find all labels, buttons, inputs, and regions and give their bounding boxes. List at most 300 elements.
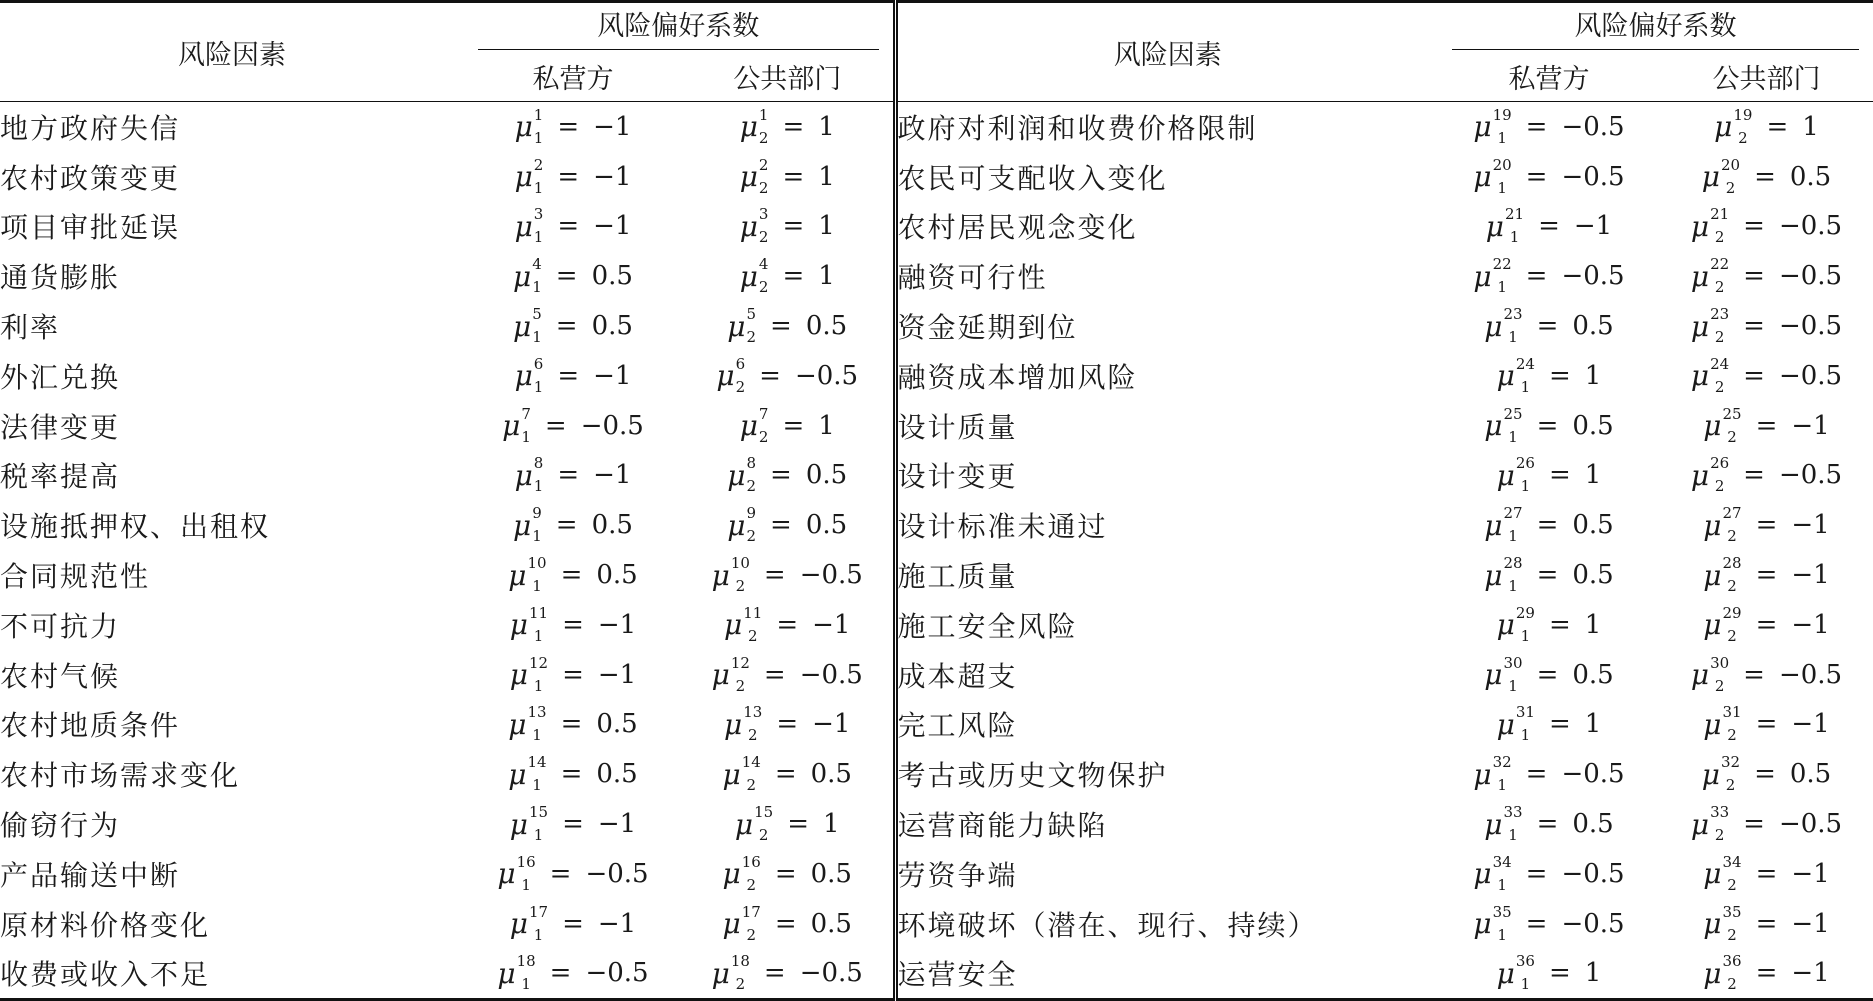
coef-value: −1	[593, 161, 632, 192]
equals-sign: =	[1548, 609, 1571, 640]
coef-scripts	[1720, 155, 1741, 197]
coef-party-subscript: 1	[1497, 925, 1507, 944]
coef-expression	[1703, 603, 1830, 645]
header-preference-label-left: 风险偏好系数	[478, 4, 879, 50]
coef-party-subscript: 1	[1508, 676, 1518, 695]
coef-party-subscript: 1	[532, 278, 542, 297]
coef-private-cell	[464, 251, 682, 301]
risk-factor-cell: 施工质量	[897, 560, 1018, 594]
coef-value: 0.5	[805, 510, 848, 541]
coef-party-subscript: 2	[746, 328, 757, 347]
equals-sign: =	[1548, 958, 1571, 989]
coef-expression	[1703, 954, 1829, 992]
coef-value: −0.5	[799, 958, 863, 989]
coef-index-superscript: 18	[516, 952, 536, 971]
equals-sign: =	[1536, 809, 1559, 840]
table-row	[0, 152, 1873, 202]
coef-value: 0.5	[1572, 659, 1614, 690]
coef-public-cell	[1660, 949, 1873, 1000]
risk-factor-cell: 设施抵押权、出租权	[0, 510, 271, 544]
coef-expression	[514, 155, 632, 197]
coef-private-cell	[464, 849, 682, 899]
mu-symbol: μ	[1484, 309, 1503, 343]
coef-expression	[740, 257, 835, 295]
mu-symbol: μ	[497, 857, 516, 891]
coef-private-cell	[464, 600, 682, 650]
coef-expression	[1690, 354, 1843, 396]
coef-party-subscript: 1	[533, 477, 544, 496]
coef-public-cell	[1660, 550, 1873, 600]
equals-sign: =	[770, 311, 792, 342]
equals-sign: =	[555, 510, 578, 541]
coef-party-subscript: 2	[758, 228, 769, 247]
risk-factor-cell: 成本超支	[897, 659, 1018, 693]
coef-public-cell	[682, 899, 895, 949]
equals-sign: =	[1743, 659, 1765, 690]
risk-factor-cell: 劳资争端	[897, 858, 1018, 892]
coef-expression	[1484, 404, 1614, 446]
equals-sign: =	[1525, 908, 1548, 939]
coef-private-cell	[1438, 550, 1660, 600]
coef-expression	[1473, 257, 1624, 295]
risk-factor-cell: 政府对利润和收费价格限制	[897, 111, 1258, 145]
coef-party-subscript: 1	[1508, 527, 1518, 546]
coef-value: 0.5	[1572, 311, 1614, 342]
coef-scripts	[527, 755, 546, 793]
coef-party-subscript: 2	[1727, 577, 1737, 596]
mu-symbol: μ	[1703, 558, 1722, 592]
coef-index-superscript: 22	[1492, 255, 1512, 274]
coef-party-subscript: 2	[748, 726, 758, 745]
coef-private-cell	[464, 152, 682, 202]
coef-private-cell	[464, 700, 682, 750]
coef-index-superscript: 30	[1503, 653, 1523, 672]
coef-party-subscript: 2	[1725, 776, 1736, 795]
coef-index-superscript: 11	[528, 603, 549, 622]
coef-scripts	[528, 603, 549, 645]
coef-expression	[508, 705, 637, 743]
equals-sign: =	[1525, 759, 1548, 790]
header-private-right: 私营方	[1438, 51, 1660, 102]
coef-value: −0.5	[799, 560, 863, 591]
coef-party-subscript: 2	[1727, 527, 1737, 546]
coef-scripts	[743, 705, 762, 743]
coef-value: −0.5	[580, 410, 644, 441]
coef-index-superscript: 24	[1515, 354, 1535, 373]
coef-value: 0.5	[810, 858, 852, 889]
header-preference-group-right	[1438, 2, 1873, 52]
coef-expression	[712, 954, 863, 992]
coef-expression	[1486, 207, 1612, 245]
coef-value: 1	[818, 161, 835, 192]
mu-symbol: μ	[739, 209, 758, 243]
coef-expression	[514, 354, 632, 396]
coef-expression	[1484, 307, 1613, 345]
mu-symbol: μ	[509, 608, 528, 642]
mu-symbol: μ	[502, 409, 521, 443]
coef-expression	[1703, 404, 1830, 446]
coef-index-superscript: 32	[1492, 753, 1512, 772]
equals-sign: =	[1536, 311, 1559, 342]
coef-party-subscript: 1	[533, 377, 544, 396]
coef-expression	[716, 354, 859, 396]
coef-public-cell	[1660, 849, 1873, 899]
risk-factor-cell: 设计变更	[897, 460, 1018, 494]
coef-scripts	[759, 257, 769, 295]
equals-sign: =	[763, 659, 786, 690]
mu-symbol: μ	[508, 707, 527, 741]
equals-sign: =	[1755, 958, 1778, 989]
coef-public-cell	[1660, 152, 1873, 202]
equals-sign: =	[1743, 360, 1765, 391]
mu-symbol: μ	[513, 309, 532, 343]
coef-index-superscript: 19	[1733, 105, 1753, 124]
coef-private-cell	[1438, 650, 1660, 700]
coef-scripts	[1505, 207, 1524, 245]
header-risk-factor-left: 风险因素	[0, 2, 464, 102]
coef-value: 0.5	[1572, 560, 1614, 591]
mu-symbol: μ	[1473, 259, 1492, 293]
coef-index-superscript: 21	[1710, 205, 1730, 224]
table-body	[0, 102, 1873, 1000]
coef-scripts	[532, 257, 542, 295]
coef-party-subscript: 1	[532, 776, 542, 795]
coef-party-subscript: 1	[532, 328, 542, 347]
coef-value: −0.5	[1561, 908, 1625, 939]
coef-public-cell	[682, 500, 895, 550]
coef-scripts	[731, 556, 750, 594]
risk-factor-cell: 农村居民观念变化	[897, 211, 1138, 245]
equals-sign: =	[1755, 858, 1778, 889]
coef-scripts	[1492, 902, 1512, 944]
coef-public-cell	[1660, 500, 1873, 550]
equals-sign: =	[549, 858, 572, 889]
equals-sign: =	[1755, 908, 1778, 939]
mu-symbol: μ	[1703, 409, 1722, 443]
coef-public-cell	[682, 849, 895, 899]
equals-sign: =	[782, 161, 805, 192]
coef-index-superscript: 16	[741, 852, 761, 871]
coef-value: −0.5	[1778, 261, 1843, 292]
coef-expression	[1473, 852, 1625, 894]
coef-index-superscript: 35	[1492, 902, 1512, 921]
risk-factor-cell: 融资成本增加风险	[897, 360, 1138, 394]
coef-party-subscript: 2	[746, 776, 757, 795]
coef-index-superscript: 4	[758, 255, 769, 274]
table-row	[0, 799, 1873, 849]
mu-symbol: μ	[1496, 608, 1515, 642]
coef-party-subscript: 1	[1508, 328, 1518, 347]
table-row	[0, 650, 1873, 700]
coef-public-cell	[1660, 650, 1873, 700]
coef-public-cell	[1660, 600, 1873, 650]
coef-party-subscript: 1	[1508, 826, 1518, 845]
mu-symbol: μ	[1703, 857, 1722, 891]
coef-expression	[722, 852, 852, 894]
equals-sign: =	[1755, 609, 1778, 640]
equals-sign: =	[1536, 560, 1559, 591]
coef-value: 0.5	[596, 759, 638, 790]
coef-scripts	[1721, 755, 1740, 793]
equals-sign: =	[560, 560, 583, 591]
equals-sign: =	[774, 759, 797, 790]
coef-expression	[1496, 354, 1602, 396]
equals-sign: =	[759, 360, 781, 391]
coef-index-superscript: 20	[1720, 155, 1741, 174]
coef-party-subscript: 2	[1714, 826, 1725, 845]
risk-factor-cell: 不可抗力	[0, 609, 121, 643]
equals-sign: =	[1755, 709, 1778, 740]
equals-sign: =	[560, 759, 583, 790]
coef-index-superscript: 24	[1710, 354, 1730, 373]
coef-value: −0.5	[1778, 211, 1843, 242]
coef-private-cell	[464, 650, 682, 700]
coef-value: −1	[1791, 709, 1830, 740]
mu-symbol: μ	[1690, 209, 1710, 243]
risk-factor-cell: 运营安全	[897, 958, 1018, 992]
coef-expression	[724, 603, 851, 645]
risk-factor-cell: 外汇兑换	[0, 360, 121, 394]
equals-sign: =	[770, 510, 792, 541]
coef-value: 1	[1584, 360, 1602, 391]
coef-value: 0.5	[596, 560, 638, 591]
coef-party-subscript: 1	[521, 975, 531, 994]
coef-scripts	[743, 603, 763, 645]
mu-symbol: μ	[1484, 807, 1503, 841]
mu-symbol: μ	[1473, 857, 1492, 891]
coef-index-superscript: 10	[527, 554, 547, 573]
mu-symbol: μ	[497, 956, 516, 990]
equals-sign: =	[1548, 360, 1571, 391]
table-header	[0, 2, 1873, 102]
coef-party-subscript: 1	[533, 626, 544, 645]
coef-public-cell	[682, 301, 895, 351]
coef-value: −0.5	[585, 858, 649, 889]
coef-private-cell	[1438, 251, 1660, 301]
mu-symbol: μ	[514, 458, 533, 492]
coef-party-subscript: 1	[1497, 278, 1507, 297]
mu-symbol: μ	[1484, 558, 1503, 592]
coef-scripts	[534, 456, 544, 494]
coef-index-superscript: 2	[533, 155, 544, 174]
coef-public-cell	[1660, 401, 1873, 451]
coef-scripts	[527, 705, 546, 743]
mu-symbol: μ	[1701, 160, 1720, 194]
table-row	[0, 102, 1873, 152]
coef-public-cell	[682, 401, 895, 451]
coef-expression	[711, 653, 863, 695]
coef-scripts	[1503, 506, 1522, 544]
coef-index-superscript: 7	[758, 404, 769, 423]
table-row	[0, 301, 1873, 351]
coef-expression	[1691, 456, 1842, 494]
coef-party-subscript: 1	[1497, 178, 1507, 197]
coef-private-cell	[464, 949, 682, 1000]
equals-sign: =	[555, 261, 578, 292]
coef-party-subscript: 2	[1714, 278, 1725, 297]
coef-public-cell	[1660, 899, 1873, 949]
coef-index-superscript: 33	[1710, 803, 1730, 822]
mu-symbol: μ	[1496, 458, 1515, 492]
coef-index-superscript: 31	[1515, 703, 1535, 722]
coef-value: −0.5	[1561, 759, 1625, 790]
equals-sign: =	[1766, 111, 1789, 142]
coef-private-cell	[464, 401, 682, 451]
coef-party-subscript: 2	[746, 925, 757, 944]
coef-expression	[497, 954, 648, 992]
coef-party-subscript: 1	[1508, 577, 1518, 596]
equals-sign: =	[1536, 510, 1559, 541]
equals-sign: =	[782, 111, 805, 142]
coef-index-superscript: 28	[1722, 554, 1742, 573]
coef-expression	[727, 307, 847, 345]
coef-expression	[1484, 653, 1614, 695]
coef-scripts	[741, 902, 761, 944]
coef-index-superscript: 2	[758, 155, 769, 174]
coef-scripts	[758, 155, 769, 197]
coef-public-cell	[682, 700, 895, 750]
coef-value: −0.5	[1561, 858, 1625, 889]
coef-value: −1	[597, 908, 637, 939]
coef-value: 0.5	[596, 709, 638, 740]
coef-party-subscript: 1	[1497, 875, 1507, 894]
coef-index-superscript: 9	[746, 504, 757, 523]
mu-symbol: μ	[1690, 807, 1710, 841]
risk-factor-cell: 合同规范性	[0, 560, 151, 594]
mu-symbol: μ	[1690, 359, 1710, 393]
coef-index-superscript: 12	[730, 653, 750, 672]
coef-expression	[1691, 805, 1842, 843]
coef-expression	[1714, 105, 1819, 147]
coef-party-subscript: 2	[735, 377, 746, 396]
coef-expression	[509, 653, 637, 695]
coef-value: −0.5	[1778, 809, 1843, 840]
coef-index-superscript: 28	[1503, 554, 1523, 573]
coef-expression	[1703, 852, 1830, 894]
coef-private-cell	[1438, 202, 1660, 252]
mu-symbol: μ	[513, 508, 532, 542]
risk-factor-cell: 设计标准未通过	[897, 510, 1108, 544]
coef-value: 0.5	[591, 261, 633, 292]
coef-scripts	[533, 105, 544, 147]
coef-value: 1	[818, 261, 835, 292]
table-row	[0, 500, 1873, 550]
coef-party-subscript: 2	[1727, 427, 1737, 446]
coef-party-subscript: 2	[758, 278, 769, 297]
coef-scripts	[529, 805, 548, 843]
coef-index-superscript: 36	[1722, 952, 1742, 971]
coef-public-cell	[682, 102, 895, 152]
equals-sign: =	[782, 211, 805, 242]
coef-private-cell	[464, 749, 682, 799]
coef-value: −1	[812, 709, 851, 740]
coef-private-cell	[1438, 102, 1660, 152]
table-row	[0, 351, 1873, 401]
coef-party-subscript: 2	[1714, 328, 1725, 347]
coef-party-subscript: 2	[1727, 875, 1737, 894]
mu-symbol: μ	[509, 658, 528, 692]
coef-index-superscript: 12	[528, 653, 549, 672]
coef-expression	[712, 556, 863, 594]
mu-symbol: μ	[1473, 907, 1492, 941]
coef-expression	[1703, 506, 1829, 544]
coef-private-cell	[1438, 749, 1660, 799]
mu-symbol: μ	[1473, 160, 1492, 194]
coef-index-superscript: 6	[735, 354, 746, 373]
mu-symbol: μ	[1690, 259, 1710, 293]
coef-party-subscript: 2	[746, 527, 757, 546]
coef-index-superscript: 32	[1720, 753, 1741, 772]
risk-factor-cell: 融资可行性	[897, 261, 1048, 295]
coef-party-subscript: 2	[1738, 128, 1748, 147]
risk-factor-cell: 施工安全风险	[897, 609, 1078, 643]
coef-scripts	[1503, 307, 1522, 345]
coef-scripts	[735, 354, 746, 396]
coef-index-superscript: 27	[1722, 504, 1742, 523]
coef-public-cell	[682, 152, 895, 202]
equals-sign: =	[557, 460, 580, 491]
equals-sign: =	[557, 211, 580, 242]
coef-value: −1	[593, 360, 632, 391]
coef-index-superscript: 10	[730, 554, 750, 573]
equals-sign: =	[782, 261, 805, 292]
coef-party-subscript: 1	[1520, 377, 1531, 396]
coef-scripts	[1493, 257, 1512, 295]
coef-value: −0.5	[1778, 360, 1843, 391]
mu-symbol: μ	[508, 558, 527, 592]
risk-factor-cell: 收费或收入不足	[0, 958, 211, 992]
mu-symbol: μ	[1484, 508, 1503, 542]
coef-expression	[739, 155, 835, 197]
coef-index-superscript: 30	[1710, 653, 1730, 672]
coef-value: −1	[1791, 560, 1830, 591]
coef-scripts	[534, 207, 544, 245]
equals-sign: =	[1525, 858, 1548, 889]
risk-factor-cell: 运营商能力缺陷	[897, 809, 1108, 843]
equals-sign: =	[555, 311, 578, 342]
table-row	[0, 949, 1873, 1000]
coef-value: 0.5	[1789, 759, 1832, 790]
coef-expression	[497, 852, 649, 894]
table-row	[0, 202, 1873, 252]
coef-index-superscript: 34	[1722, 852, 1742, 871]
coef-value: −0.5	[1561, 161, 1625, 192]
coef-private-cell	[464, 301, 682, 351]
coef-scripts	[1722, 603, 1742, 645]
equals-sign: =	[544, 410, 567, 441]
coef-party-subscript: 1	[1520, 975, 1531, 994]
equals-sign: =	[782, 410, 805, 441]
mu-symbol: μ	[1703, 956, 1722, 990]
coef-party-subscript: 2	[735, 676, 746, 695]
equals-sign: =	[562, 908, 584, 939]
coef-index-superscript: 1	[758, 105, 769, 124]
equals-sign: =	[1525, 161, 1548, 192]
coef-scripts	[1722, 902, 1742, 944]
coef-expression	[727, 506, 847, 544]
risk-factor-cell: 资金延期到位	[897, 311, 1078, 345]
mu-symbol: μ	[1484, 409, 1503, 443]
coef-expression	[510, 805, 636, 843]
equals-sign: =	[776, 709, 799, 740]
mu-symbol: μ	[711, 658, 730, 692]
coef-value: −0.5	[799, 659, 863, 690]
coef-public-cell	[682, 351, 895, 401]
mu-symbol: μ	[711, 956, 730, 990]
coef-expression	[1690, 653, 1843, 695]
coef-party-subscript: 1	[1520, 726, 1531, 745]
coef-party-subscript: 2	[746, 875, 757, 894]
